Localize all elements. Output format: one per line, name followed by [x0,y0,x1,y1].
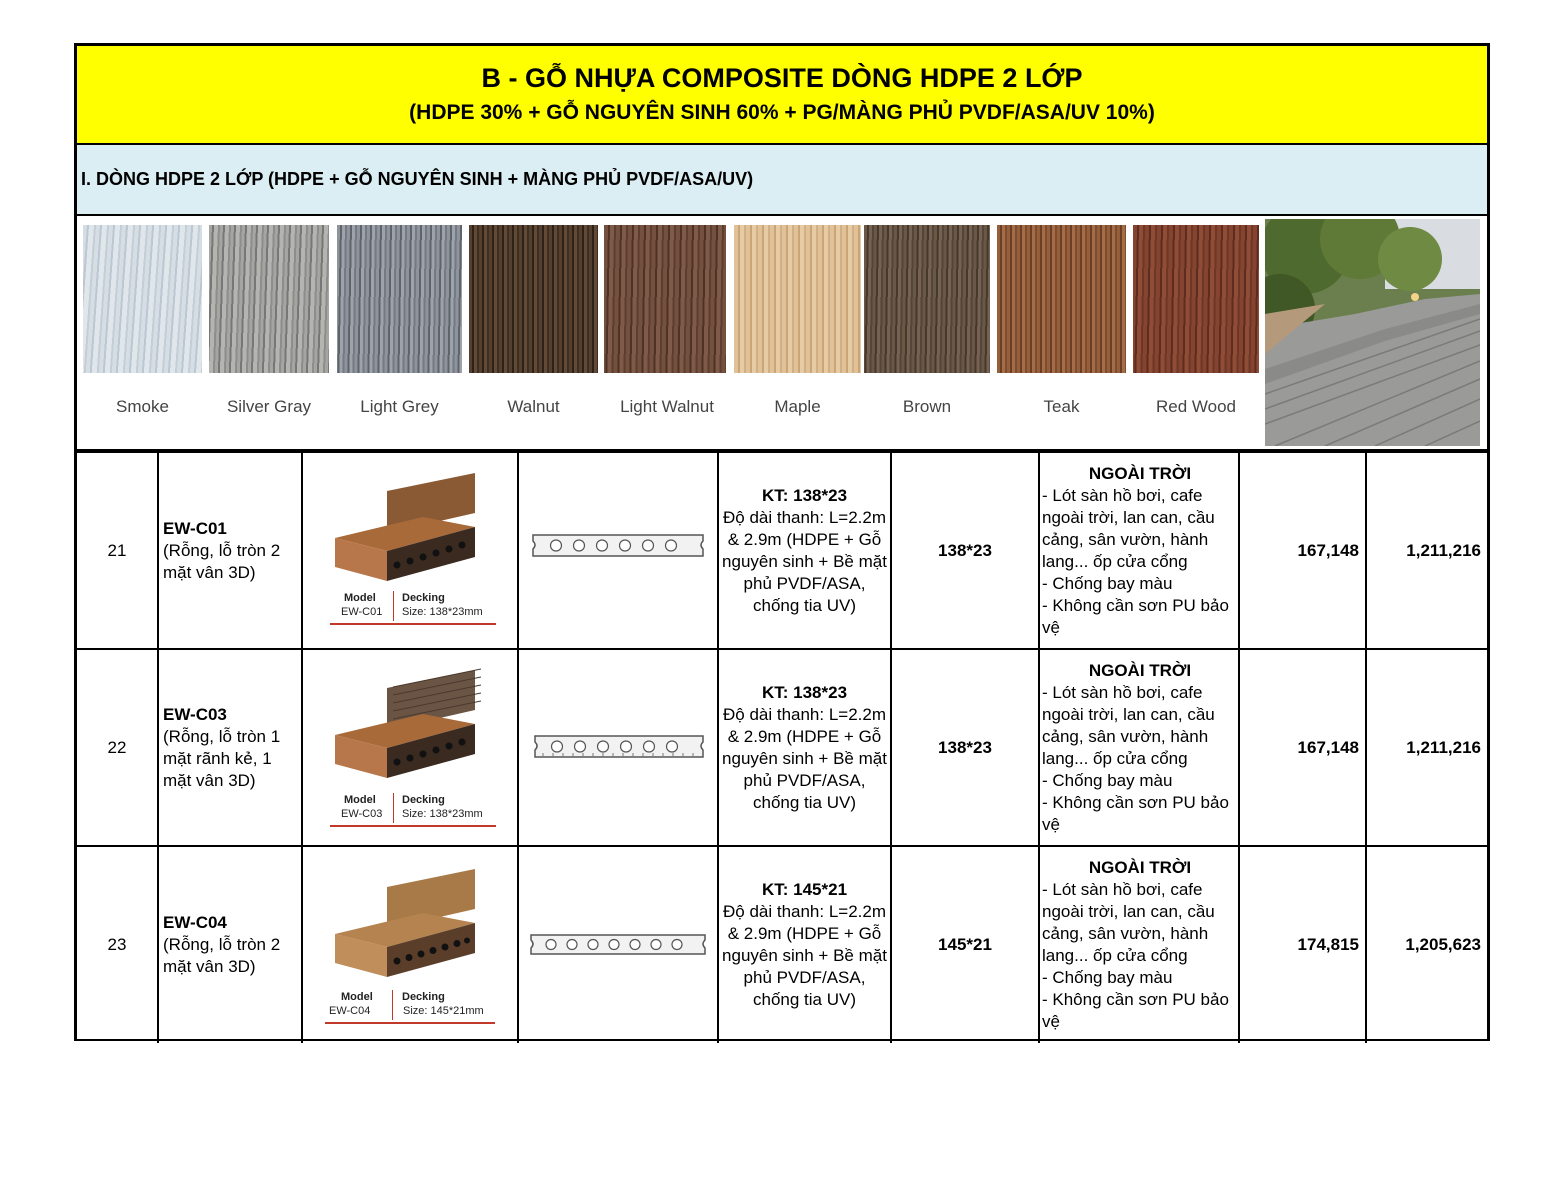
swatch-label-light-walnut: Light Walnut [620,397,714,416]
caption-model: EW-C03 [341,808,383,820]
swatch-red-wood [1133,225,1259,373]
page-title: B - GỖ NHỰA COMPOSITE DÒNG HDPE 2 LỚP [481,63,1083,93]
swatch-walnut [469,225,598,373]
spec-body: Độ dài thanh: L=2.2m & 2.9m (HDPE + Gỗ nguyên sinh + Bề mặt phủ PVDF/ASA, chống tia UV) [722,704,887,812]
swatch-smoke [83,225,202,373]
swatch-brown [864,225,990,373]
unit-price: 174,815 [1239,846,1366,1043]
total-price: 1,205,623 [1366,846,1487,1043]
swatch-maple [734,225,861,373]
usage-line: - Không cần sơn PU bảo vệ [1042,792,1229,834]
caption-separator [393,793,394,823]
caption-model-label: Model [344,592,376,604]
usage-cell [1039,452,1239,649]
row-number: 22 [77,649,158,846]
section-title: I. DÒNG HDPE 2 LỚP (HDPE + GỖ NGUYÊN SINH + MÀNG PHỦ PVDF/ASA/UV) [81,169,754,189]
swatch-label-walnut: Walnut [507,397,560,416]
usage-line: - Không cần sơn PU bảo vệ [1042,990,1229,1031]
color-swatch-area [77,217,1487,451]
product-code-cell [158,649,302,846]
row-number: 23 [77,846,158,1043]
swatch-label-brown: Brown [902,397,952,416]
caption-underline [325,1022,495,1024]
swatch-label-light-grey: Light Grey [360,397,439,416]
spec-cell [718,452,891,649]
title-band [77,46,1487,145]
caption-size: Size: 138*23mm [402,808,483,820]
swatch-teak [997,225,1126,373]
total-price: 1,211,216 [1366,649,1487,846]
board-profile-icon [519,847,719,1044]
row-number: 21 [77,452,158,649]
product-image-cell [302,452,518,649]
caption-type-label: Decking [402,991,445,1003]
product-image-cell [302,649,518,846]
profile-cell [518,846,718,1043]
usage-line: - Lót sàn hồ bơi, cafe ngoài trời, lan can, cầu cảng, sân vườn, hành lang... ốp cửa cổng [1042,682,1215,768]
caption-underline [330,825,496,827]
spec-heading: KT: 145*21 [761,880,848,899]
swatch-label-maple: Maple [774,397,821,416]
product-caption [329,990,499,1018]
swatch-label-teak: Teak [1043,397,1080,416]
product-code-cell [158,846,302,1043]
usage-heading: NGOÀI TRỜI [1088,660,1192,680]
caption-model: EW-C01 [341,606,383,618]
caption-separator [392,990,393,1020]
usage-line: - Lót sàn hồ bơi, cafe ngoài trời, lan can, cầu cảng, sân vườn, hành lang... ốp cửa cổng [1042,485,1215,571]
usage-cell [1039,846,1239,1043]
table-row [77,846,1487,1043]
spec-cell [718,649,891,846]
decking-board-icon [303,453,519,650]
swatch-label-smoke: Smoke [116,397,169,416]
caption-model: EW-C04 [329,1005,371,1017]
size-cell: 138*23 [891,649,1039,846]
usage-line: - Chống bay màu [1042,968,1173,987]
profile-cell [518,452,718,649]
spec-heading: KT: 138*23 [761,485,848,505]
size-cell: 138*23 [891,452,1039,649]
section-header [77,145,1487,216]
product-description: (Rỗng, lỗ tròn 1 mặt rãnh kẻ, 1 mặt vân 3D) [163,726,281,790]
caption-model-label: Model [344,794,376,806]
product-caption [341,591,491,619]
caption-type-label: Decking [402,794,445,806]
usage-line: - Chống bay màu [1042,770,1173,790]
deck-installation-photo [1265,219,1480,446]
total-price: 1,211,216 [1366,452,1487,649]
usage-heading: NGOÀI TRỜI [1088,463,1192,483]
table-row [77,452,1487,649]
usage-cell [1039,649,1239,846]
spec-body: Độ dài thanh: L=2.2m & 2.9m (HDPE + Gỗ nguyên sinh + Bề mặt phủ PVDF/ASA, chống tia UV) [722,507,887,615]
product-image-cell [302,846,518,1043]
product-code: EW-C01 [163,518,227,538]
board-profile-icon [519,650,719,847]
caption-underline [330,623,496,625]
spec-cell [718,846,891,1043]
swatch-label-red-wood: Red Wood [1155,397,1236,416]
caption-type-label: Decking [402,592,445,604]
caption-separator [393,591,394,621]
usage-line: - Lót sàn hồ bơi, cafe ngoài trời, lan can, cầu cảng, sân vườn, hành lang... ốp cửa cổng [1042,880,1215,965]
price-sheet [74,43,1490,1041]
caption-size: Size: 138*23mm [402,606,483,618]
caption-model-label: Model [341,991,373,1003]
product-table [77,451,1487,1043]
spec-heading: KT: 138*23 [761,682,848,702]
page-subtitle: (HDPE 30% + GỖ NGUYÊN SINH 60% + PG/MÀNG PHỦ PVDF/ASA/UV 10%) [409,101,1155,124]
swatch-silver-gray [209,225,329,373]
profile-cell [518,649,718,846]
spec-body: Độ dài thanh: L=2.2m & 2.9m (HDPE + Gỗ nguyên sinh + Bề mặt phủ PVDF/ASA, chống tia UV) [722,902,887,1009]
usage-line: - Không cần sơn PU bảo vệ [1042,595,1229,637]
product-description: (Rỗng, lỗ tròn 2 mặt vân 3D) [163,540,281,582]
usage-heading: NGOÀI TRỜI [1088,858,1192,877]
product-description: (Rỗng, lỗ tròn 2 mặt vân 3D) [163,935,281,976]
size-cell: 145*21 [891,846,1039,1043]
unit-price: 167,148 [1239,649,1366,846]
product-code: EW-C04 [163,913,227,932]
usage-line: - Chống bay màu [1042,573,1173,593]
swatch-light-walnut [604,225,726,373]
table-row [77,649,1487,846]
product-code-cell [158,452,302,649]
product-code: EW-C03 [163,704,227,724]
color-swatch-strip [80,223,1263,423]
product-caption [341,793,491,821]
caption-size: Size: 145*21mm [403,1005,484,1017]
swatch-light-grey [337,225,462,373]
unit-price: 167,148 [1239,452,1366,649]
swatch-label-silver-gray: Silver Gray [226,397,312,416]
board-profile-icon [519,453,719,650]
